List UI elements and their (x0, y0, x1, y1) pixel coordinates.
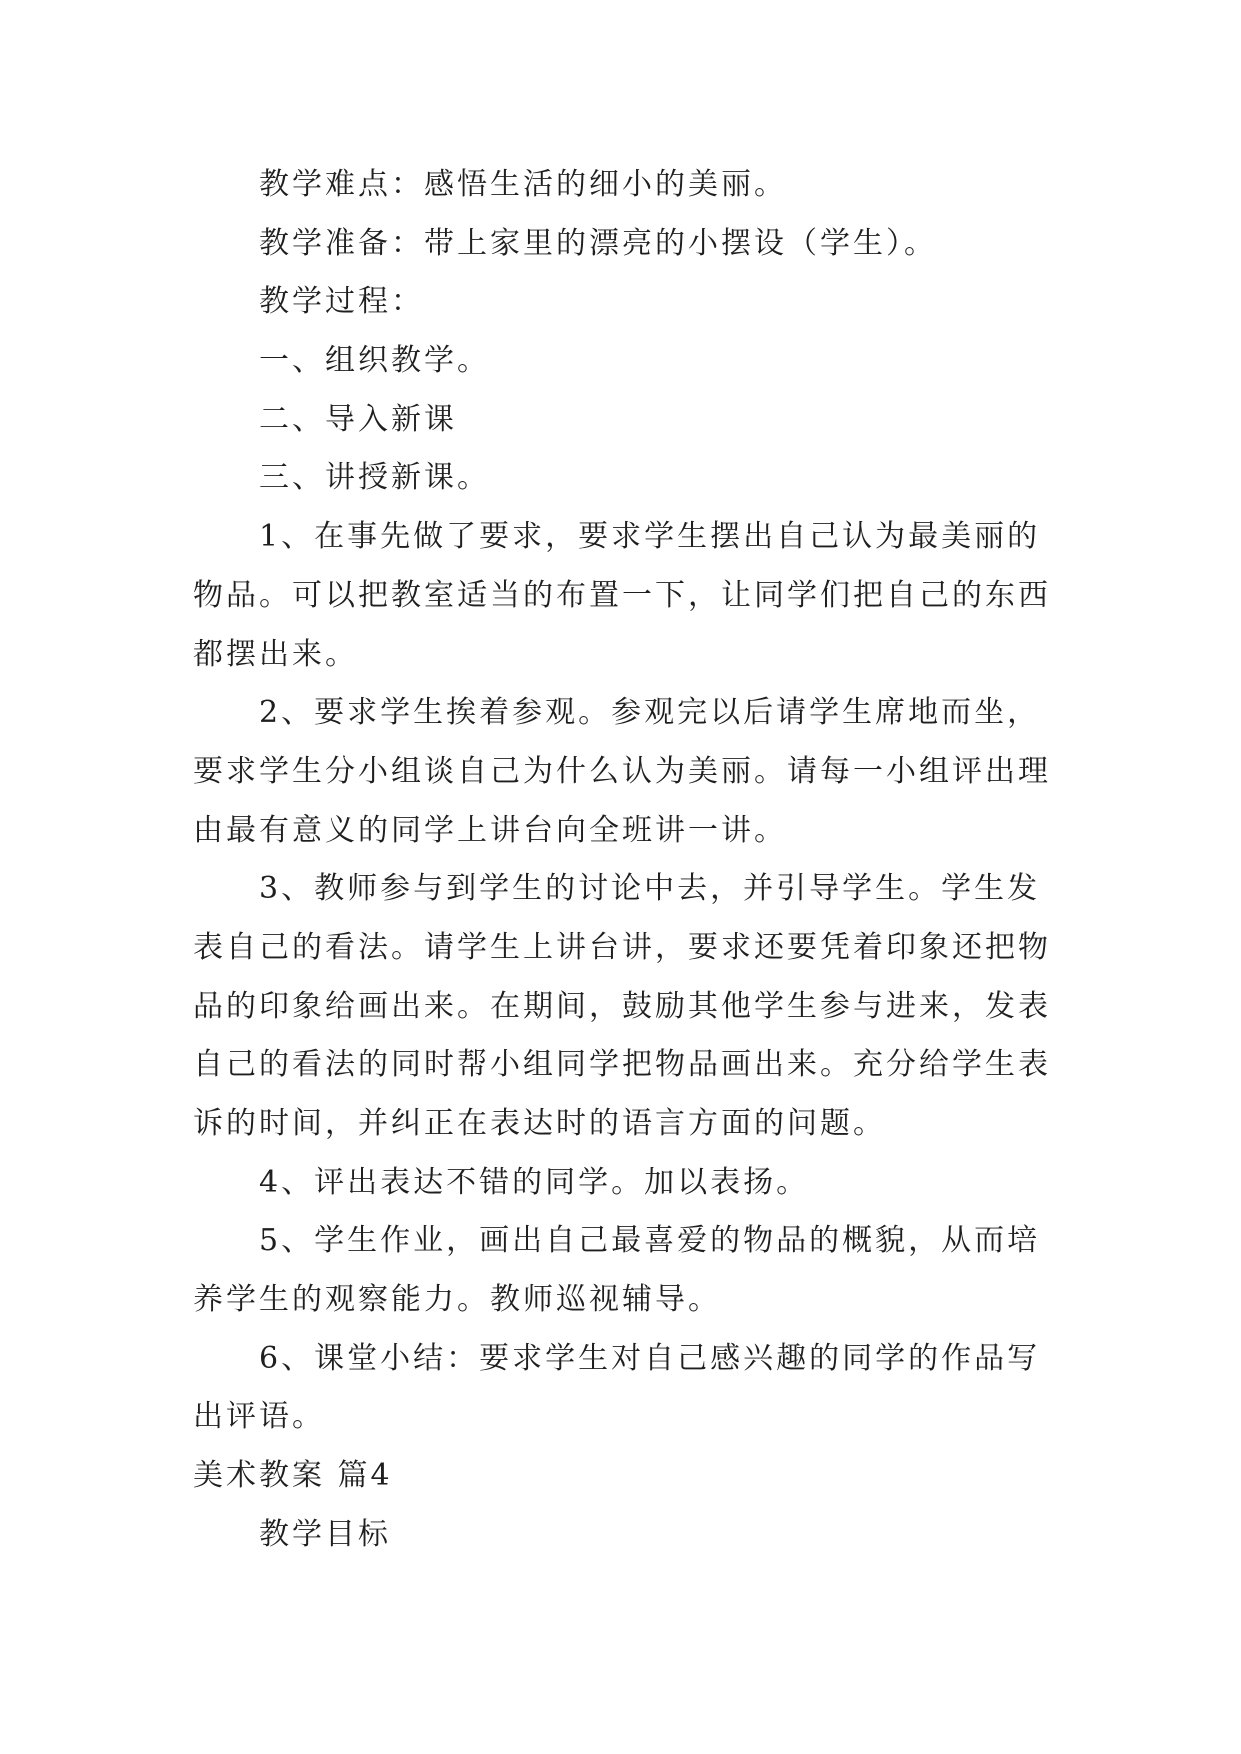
text-line: 教学准备：带上家里的漂亮的小摆设（学生）。 (259, 225, 937, 261)
text-line: 教学目标 (259, 1516, 391, 1552)
text-line: 品的印象给画出来。在期间，鼓励其他学生参与进来，发表 (193, 988, 1051, 1024)
section-heading-text: 美术教案 篇4 (193, 1458, 393, 1494)
text-line: 由最有意义的同学上讲台向全班讲一讲。 (193, 812, 787, 848)
text-line: 要求学生分小组谈自己为什么认为美丽。请每一小组评出理 (193, 753, 1051, 789)
text-line: 教学难点：感悟生活的细小的美丽。 (259, 167, 787, 202)
text-line: 出评语。 (193, 1399, 325, 1435)
paragraph-teaching-objectives (193, 1506, 1053, 1565)
text-line: 5、学生作业，画出自己最喜爱的物品的概貌，从而培 (259, 1223, 1041, 1259)
paragraph-item-3 (193, 860, 1053, 1153)
text-line: 6、课堂小结：要求学生对自己感兴趣的同学的作品写 (259, 1340, 1041, 1376)
text-line: 养学生的观察能力。教师巡视辅导。 (193, 1282, 721, 1318)
text-line: 物品。可以把教室适当的布置一下，让同学们把自己的东西 (193, 577, 1051, 613)
text-line: 2、要求学生挨着参观。参观完以后请学生席地而坐， (259, 695, 1041, 731)
text-line: 3、教师参与到学生的讨论中去，并引导学生。学生发 (259, 871, 1041, 907)
text-line: 自己的看法的同时帮小组同学把物品画出来。充分给学生表 (193, 1047, 1051, 1083)
text-line: 三、讲授新课。 (259, 460, 490, 496)
list-item-step-2 (193, 391, 1053, 450)
paragraph-item-1 (193, 508, 1053, 684)
list-item-step-1 (193, 332, 1053, 391)
section-heading (193, 1447, 1053, 1506)
paragraph-teaching-preparation (193, 215, 1053, 274)
paragraph-item-4 (193, 1154, 1053, 1213)
paragraph-item-5 (193, 1212, 1053, 1329)
text-line: 1、在事先做了要求，要求学生摆出自己认为最美丽的 (259, 519, 1041, 555)
paragraph-item-2 (193, 684, 1053, 860)
text-line: 一、组织教学。 (259, 343, 490, 379)
text-line: 都摆出来。 (193, 636, 358, 672)
paragraph-teaching-difficulty (193, 156, 1053, 215)
text-line: 表自己的看法。请学生上讲台讲，要求还要凭着印象还把物 (193, 929, 1051, 965)
paragraph-item-6 (193, 1330, 1053, 1447)
text-line: 二、导入新课 (259, 401, 457, 437)
text-line: 诉的时间，并纠正在表达时的语言方面的问题。 (193, 1106, 886, 1141)
text-line: 4、评出表达不错的同学。加以表扬。 (259, 1164, 810, 1200)
paragraph-teaching-process (193, 273, 1053, 332)
list-item-step-3 (193, 449, 1053, 508)
text-line: 教学过程： (259, 284, 424, 320)
